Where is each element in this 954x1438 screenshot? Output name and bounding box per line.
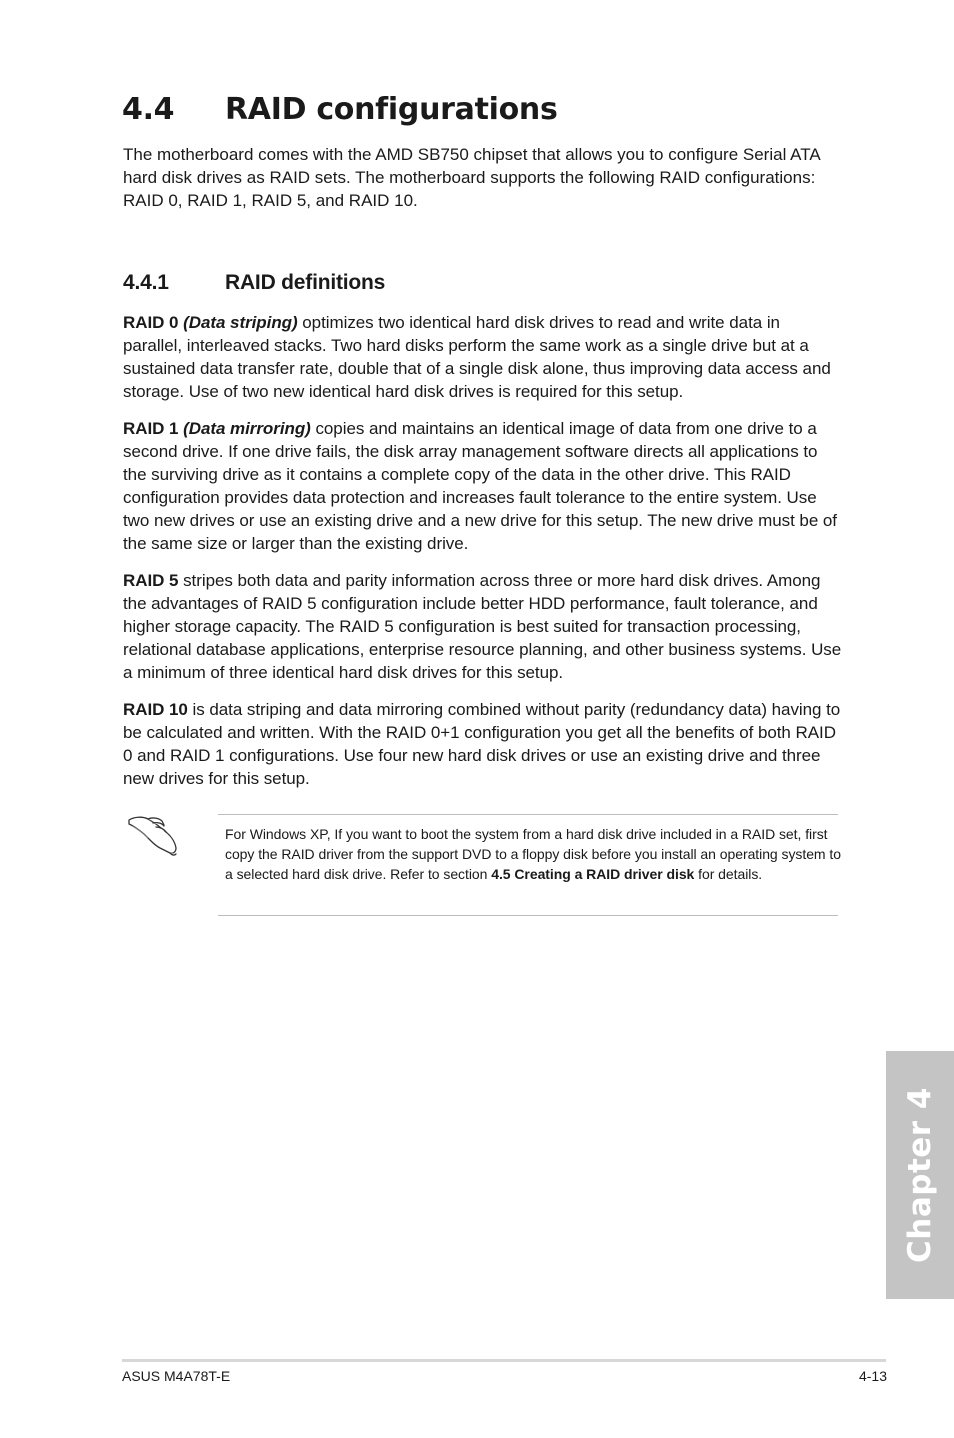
definition-raid-5 [123,569,843,684]
raid-definitions [123,311,843,804]
definition-alias: (Data mirroring) [183,418,311,438]
definition-text: is data striping and data mirroring combined without parity (redundancy data) having to be calculated and written. With the RAID 0+1 configuration you get all the benefits of both RAID 0 and RAID 1 configurations. Use four new hard disk drives or use an existing drive and three new drives for this setup. [123,699,841,789]
definition-alias: (Data striping) [183,313,298,332]
definition-term: RAID 10 [123,699,188,719]
chapter-side-tab [886,1051,954,1299]
note-text: For Windows XP, If you want to boot the system from a hard disk drive included in a RAID set, first copy the RAID driver from the support DVD to a floppy disk before you install an operating system to a selected hard disk drive. Refer to section 4.5 Creating a RAID driver disk for details. [225,826,841,883]
subsection-number: 4.4.1 [123,271,169,294]
definition-term: RAID 0 [123,313,179,332]
hand-note-icon [126,812,180,858]
footer-page-number: 4-13 [858,1368,887,1384]
section-intro: The motherboard comes with the AMD SB750 chipset that allows you to configure Serial ATA hard disk drives as RAID sets. The motherboard supports the following RAID configurations: RAID 0, RAID 1, RAID 5, and RAID 10. [123,145,820,211]
note-box [218,814,841,916]
section-number: 4.4 [122,92,175,127]
definition-text: stripes both data and parity information across three or more hard disk drives. Among the advantages of RAID 5 configuration include better HDD performance, fault tolerance, and higher storage capacity. The RAID 5 configuration is best suited for transaction processing, relational database applications, enterprise resource planning, and other business systems. Use a minimum of three identical hard disk drives for this setup. [123,570,842,683]
definition-raid-0 [123,311,843,403]
definition-term: RAID 5 [123,570,179,590]
section-title: RAID configurations [225,92,558,127]
definition-term: RAID 1 [123,418,179,438]
note-section-reference: 4.5 Creating a RAID driver disk [491,866,695,883]
footer-product-name: ASUS M4A78T-E [122,1368,231,1384]
definition-raid-10 [123,698,843,790]
definition-text: optimizes two identical hard disk drives to read and write data in parallel, interleaved stacks. Two hard disks perform the same work as a single drive but at a sustained data transfer rate, double that of a single disk alone, thus improving data access and storage. Use of two new identical hard disk drives is required for this setup. [123,313,831,402]
chapter-tab-label: Chapter 4 [902,1087,938,1263]
subsection-title: RAID definitions [225,271,386,294]
definition-text: copies and maintains an identical image of data from one drive to a second drive. If one drive fails, the disk array management software directs all applications to the surviving drive as it contains a complete copy of the data in the other drive. This RAID configuration provides data protection and increases fault tolerance to the entire system. Use two new drives or use an existing drive and a new drive for this setup. The new drive must be of the same size or larger than the existing drive. [123,418,837,554]
definition-raid-1 [123,417,843,556]
footer-rule [122,1359,886,1362]
subsection-heading [123,271,385,295]
section-heading [122,92,558,127]
